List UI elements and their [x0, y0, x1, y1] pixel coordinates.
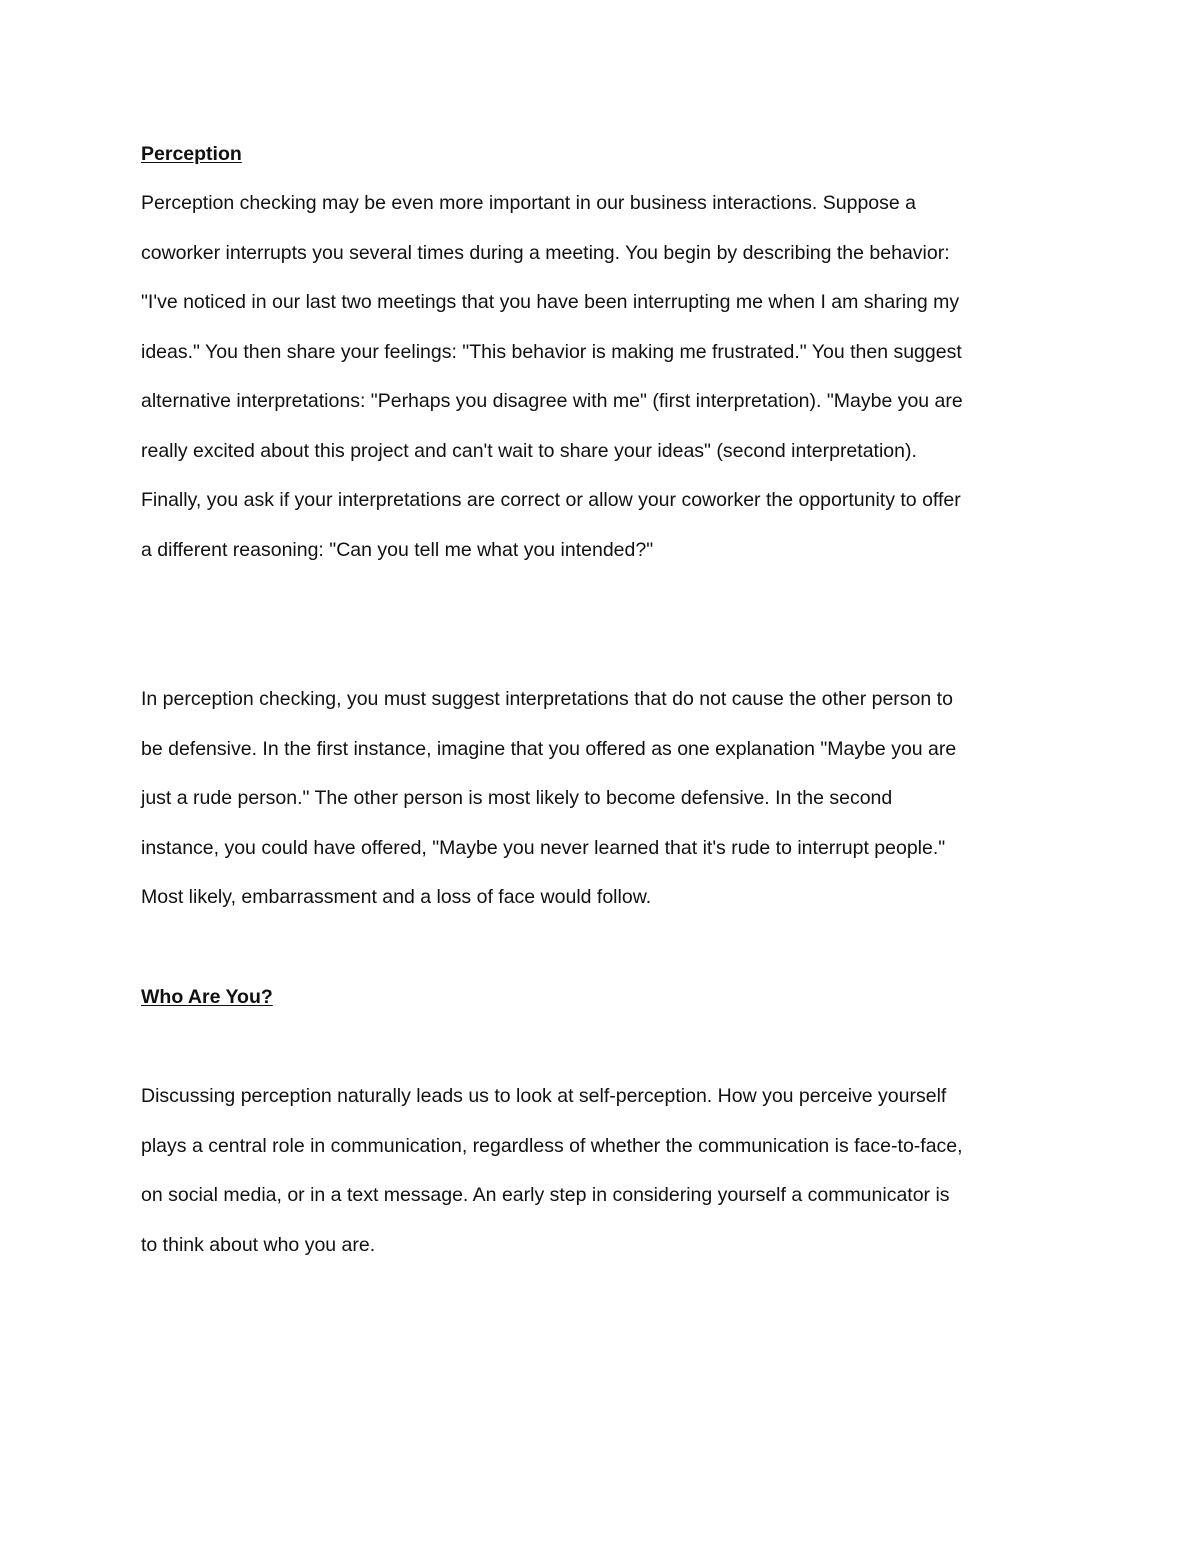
paragraph-line: really excited about this project and can't wait to share your ideas" (second interpretation).: [141, 440, 917, 462]
heading-who-are-you: Who Are You?: [141, 986, 273, 1008]
paragraph-line: to think about who you are.: [141, 1234, 376, 1256]
paragraph-line: on social media, or in a text message. An early step in considering yourself a communicator is: [141, 1184, 950, 1206]
paragraph-line: plays a central role in communication, regardless of whether the communication is face-to-face,: [141, 1135, 963, 1157]
paragraph-line: coworker interrupts you several times during a meeting. You begin by describing the behavior:: [141, 242, 950, 264]
paragraph-line: a different reasoning: "Can you tell me what you intended?": [141, 539, 654, 561]
paragraph-line: Most likely, embarrassment and a loss of face would follow.: [141, 886, 652, 908]
paragraph-line: alternative interpretations: "Perhaps you disagree with me" (first interpretation). "Maybe you are: [141, 390, 963, 412]
paragraph-line: "I've noticed in our last two meetings that you have been interrupting me when I am sharing my: [141, 291, 960, 313]
paragraph-line: In perception checking, you must suggest interpretations that do not cause the other person to: [141, 688, 953, 710]
paragraph-line: Finally, you ask if your interpretations are correct or allow your coworker the opportunity to offer: [141, 489, 961, 511]
paragraph-line: Discussing perception naturally leads us to look at self-perception. How you perceive yourself: [141, 1085, 947, 1107]
paragraph-line: instance, you could have offered, "Maybe you never learned that it's rude to interrupt people.": [141, 837, 946, 859]
paragraph-line: be defensive. In the first instance, imagine that you offered as one explanation "Maybe you are: [141, 738, 957, 760]
paragraph-line: ideas." You then share your feelings: "This behavior is making me frustrated." You then suggest: [141, 341, 962, 363]
paragraph-line: just a rude person." The other person is most likely to become defensive. In the second: [141, 787, 893, 809]
paragraph-line: Perception checking may be even more important in our business interactions. Suppose a: [141, 192, 917, 214]
heading-perception: Perception: [141, 143, 242, 165]
